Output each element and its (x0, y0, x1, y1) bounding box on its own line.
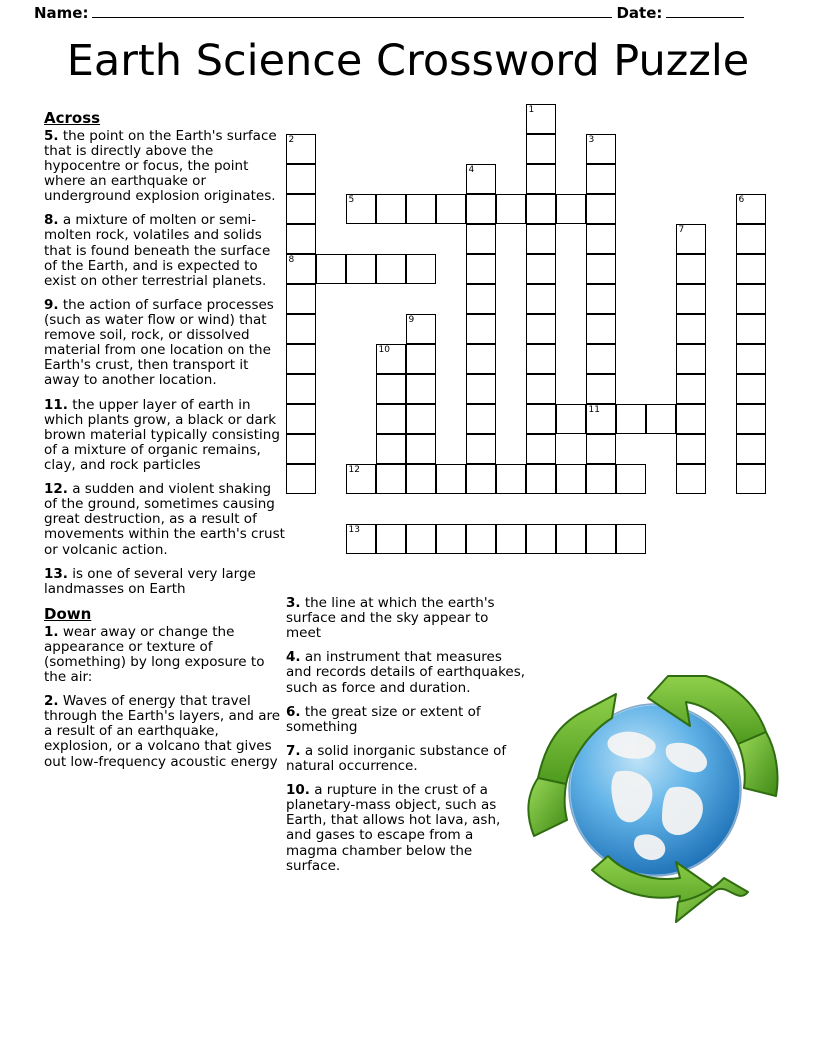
crossword-cell[interactable] (586, 344, 616, 374)
across-clue-9 (44, 298, 287, 389)
crossword-cell[interactable] (526, 134, 556, 164)
crossword-cell[interactable] (676, 254, 706, 284)
crossword-cell[interactable] (286, 404, 316, 434)
crossword-cell[interactable] (676, 464, 706, 494)
clue-text: the point on the Earth's surface that is directly above the hypocentre or focus, the point where an earthquake or underground explosion originates. (44, 127, 277, 205)
clue-text: a mixture of molten or semi-molten rock, volatiles and solids that is found beneath the surface of the Earth, and is expected to exist on other terrestrial planets. (44, 212, 271, 289)
cell-number: 7 (678, 225, 685, 235)
recycle-earth-illustration (520, 640, 790, 930)
crossword-cell[interactable] (496, 464, 526, 494)
crossword-cell[interactable] (436, 524, 466, 554)
crossword-cell[interactable] (286, 284, 316, 314)
down-clue-2 (44, 694, 287, 770)
crossword-cell[interactable] (736, 284, 766, 314)
recycle-earth-icon (520, 640, 790, 930)
crossword-cell[interactable] (736, 344, 766, 374)
crossword-cell[interactable] (526, 344, 556, 374)
crossword-cell[interactable] (406, 194, 436, 224)
crossword-cell[interactable] (736, 194, 766, 224)
down-clue-3 (286, 596, 526, 641)
clue-number: 6. (286, 703, 301, 720)
crossword-cell[interactable] (466, 404, 496, 434)
crossword-cell[interactable] (406, 524, 436, 554)
crossword-cell[interactable] (406, 254, 436, 284)
crossword-cell[interactable] (526, 404, 556, 434)
crossword-cell[interactable] (346, 524, 376, 554)
crossword-cell[interactable] (526, 104, 556, 134)
crossword-cell[interactable] (376, 194, 406, 224)
crossword-cell[interactable] (556, 194, 586, 224)
crossword-cell[interactable] (466, 194, 496, 224)
crossword-cell[interactable] (466, 224, 496, 254)
clue-number: 13. (44, 565, 68, 582)
crossword-cell[interactable] (286, 344, 316, 374)
down-clue-6 (286, 705, 526, 735)
clue-text: the great size or extent of something (286, 703, 481, 735)
crossword-cell[interactable] (526, 374, 556, 404)
down-clue-7 (286, 744, 526, 774)
crossword-cell[interactable] (526, 434, 556, 464)
crossword-cell[interactable] (466, 164, 496, 194)
crossword-cell[interactable] (496, 524, 526, 554)
cell-number: 2 (288, 135, 295, 145)
crossword-cell[interactable] (436, 194, 466, 224)
name-date-line (34, 4, 782, 22)
crossword-cell[interactable] (616, 404, 646, 434)
crossword-cell[interactable] (376, 434, 406, 464)
crossword-cell[interactable] (406, 344, 436, 374)
crossword-cell[interactable] (676, 374, 706, 404)
crossword-cell[interactable] (586, 524, 616, 554)
clue-number: 1. (44, 623, 59, 640)
clue-text: Waves of energy that travel through the Earth's layers, and are a result of an earthquake, explosion, or a volcano that gives out low-frequency acoustic energy (44, 693, 281, 770)
crossword-cell[interactable] (376, 374, 406, 404)
crossword-cell[interactable] (466, 344, 496, 374)
crossword-cell[interactable] (556, 404, 586, 434)
crossword-cell[interactable] (286, 314, 316, 344)
crossword-cell[interactable] (586, 404, 616, 434)
crossword-cell[interactable] (376, 524, 406, 554)
crossword-cell[interactable] (466, 314, 496, 344)
cell-number: 12 (348, 465, 360, 475)
date-label: Date: (616, 4, 663, 22)
across-clue-list (44, 129, 287, 597)
crossword-cell[interactable] (496, 194, 526, 224)
crossword-cell[interactable] (676, 224, 706, 254)
across-clue-11 (44, 398, 287, 474)
crossword-cell[interactable] (646, 404, 676, 434)
crossword-cell[interactable] (406, 374, 436, 404)
across-heading: Across (44, 109, 101, 127)
crossword-cell[interactable] (676, 314, 706, 344)
clue-text: the line at which the earth's surface and the sky appear to meet (286, 595, 495, 642)
clue-text: wear away or change the appearance or texture of (something) by long exposure to the air: (44, 623, 265, 685)
clue-text: an instrument that measures and records details of earthquakes, such as force and duration. (286, 649, 526, 696)
crossword-cell[interactable] (736, 464, 766, 494)
crossword-cell[interactable] (286, 164, 316, 194)
crossword-cell[interactable] (376, 404, 406, 434)
across-clue-8 (44, 213, 287, 289)
crossword-cell[interactable] (466, 434, 496, 464)
down-clue-list-left (44, 625, 287, 770)
crossword-cell[interactable] (406, 464, 436, 494)
clue-text: a sudden and violent shaking of the ground, sometimes causing great destruction, as a result of movements within the earth's crust or volcanic action. (44, 481, 285, 558)
crossword-cell[interactable] (616, 524, 646, 554)
crossword-cell[interactable] (346, 464, 376, 494)
crossword-cell[interactable] (286, 134, 316, 164)
crossword-cell[interactable] (316, 254, 346, 284)
down-clue-10 (286, 783, 526, 874)
cell-number: 5 (348, 195, 355, 205)
crossword-cell[interactable] (286, 434, 316, 464)
crossword-cell[interactable] (556, 464, 586, 494)
crossword-cell[interactable] (586, 164, 616, 194)
crossword-cell[interactable] (586, 374, 616, 404)
crossword-cell[interactable] (376, 254, 406, 284)
cell-number: 3 (588, 135, 595, 145)
crossword-cell[interactable] (586, 194, 616, 224)
clue-number: 11. (44, 396, 68, 413)
clue-number: 4. (286, 649, 301, 666)
crossword-cell[interactable] (616, 464, 646, 494)
cell-number: 8 (288, 255, 295, 265)
clue-number: 7. (286, 742, 301, 759)
down-heading: Down (44, 604, 92, 623)
cell-number: 1 (528, 105, 535, 115)
crossword-cell[interactable] (526, 164, 556, 194)
crossword-cell[interactable] (676, 434, 706, 464)
crossword-cell[interactable] (346, 194, 376, 224)
crossword-cell[interactable] (286, 254, 316, 284)
crossword-grid[interactable] (286, 104, 776, 594)
crossword-cell[interactable] (676, 284, 706, 314)
across-clue-13 (44, 567, 287, 597)
crossword-cell[interactable] (736, 434, 766, 464)
crossword-cell[interactable] (526, 284, 556, 314)
name-blank-line[interactable] (92, 4, 612, 18)
across-clue-5 (44, 129, 287, 205)
crossword-cell[interactable] (586, 314, 616, 344)
crossword-cell[interactable] (736, 224, 766, 254)
page-title: Earth Science Crossword Puzzle (66, 36, 750, 86)
crossword-cell[interactable] (286, 374, 316, 404)
crossword-cell[interactable] (556, 524, 586, 554)
crossword-cell[interactable] (736, 254, 766, 284)
clue-text: is one of several very large landmasses on Earth (44, 565, 256, 597)
crossword-cell[interactable] (286, 224, 316, 254)
cell-number: 9 (408, 315, 415, 325)
crossword-cell[interactable] (466, 254, 496, 284)
crossword-cell[interactable] (736, 374, 766, 404)
crossword-cell[interactable] (526, 224, 556, 254)
crossword-cell[interactable] (406, 434, 436, 464)
crossword-cell[interactable] (466, 524, 496, 554)
crossword-cell[interactable] (526, 194, 556, 224)
date-blank-line[interactable] (666, 4, 744, 18)
crossword-cell[interactable] (346, 254, 376, 284)
across-clue-12 (44, 482, 287, 558)
clue-number: 10. (286, 782, 310, 799)
crossword-cell[interactable] (376, 344, 406, 374)
clue-number: 3. (286, 595, 301, 611)
clues-column-left (44, 110, 287, 779)
clue-number: 5. (44, 127, 59, 144)
clue-text: the upper layer of earth in which plants grow, a black or dark brown material typically consisting of a mixture of organic remains, clay, and rock particles (44, 396, 280, 473)
crossword-cell[interactable] (586, 434, 616, 464)
crossword-cell[interactable] (436, 464, 466, 494)
clue-number: 9. (44, 296, 59, 313)
crossword-cell[interactable] (466, 374, 496, 404)
crossword-cell[interactable] (586, 134, 616, 164)
clue-number: 12. (44, 481, 68, 498)
crossword-cell[interactable] (526, 524, 556, 554)
crossword-cell[interactable] (736, 314, 766, 344)
clue-text: a solid inorganic substance of natural occurrence. (286, 742, 507, 774)
crossword-cell[interactable] (526, 464, 556, 494)
clues-column-middle (286, 596, 526, 883)
crossword-cell[interactable] (586, 464, 616, 494)
cell-number: 10 (378, 345, 390, 355)
clue-number: 8. (44, 212, 59, 229)
crossword-cell[interactable] (736, 404, 766, 434)
down-clue-list-middle (286, 596, 526, 874)
cell-number: 6 (738, 195, 745, 205)
crossword-cell[interactable] (526, 314, 556, 344)
cell-number: 4 (468, 165, 475, 175)
crossword-cell[interactable] (376, 464, 406, 494)
down-clue-4 (286, 650, 526, 695)
clue-text: a rupture in the crust of a planetary-mass object, such as Earth, that allows hot lava, ash, and gases to escape from a magma chamber below the surface. (286, 782, 501, 874)
crossword-cell[interactable] (466, 464, 496, 494)
crossword-cell[interactable] (586, 254, 616, 284)
crossword-cell[interactable] (676, 404, 706, 434)
crossword-cell[interactable] (406, 404, 436, 434)
cell-number: 11 (588, 405, 600, 415)
name-label: Name: (34, 4, 89, 22)
crossword-cell[interactable] (466, 284, 496, 314)
crossword-cell[interactable] (676, 344, 706, 374)
crossword-cell[interactable] (406, 314, 436, 344)
cell-number: 13 (348, 525, 360, 535)
clue-number: 2. (44, 693, 59, 710)
crossword-cell[interactable] (586, 224, 616, 254)
crossword-cell[interactable] (586, 284, 616, 314)
clue-text: the action of surface processes (such as water flow or wind) that remove soil, rock, or dissolved material from one location on the Earth's crust, then transport it away to another location. (44, 296, 274, 389)
down-clue-1 (44, 625, 287, 685)
crossword-cell[interactable] (526, 254, 556, 284)
crossword-cell[interactable] (286, 464, 316, 494)
crossword-cell[interactable] (286, 194, 316, 224)
